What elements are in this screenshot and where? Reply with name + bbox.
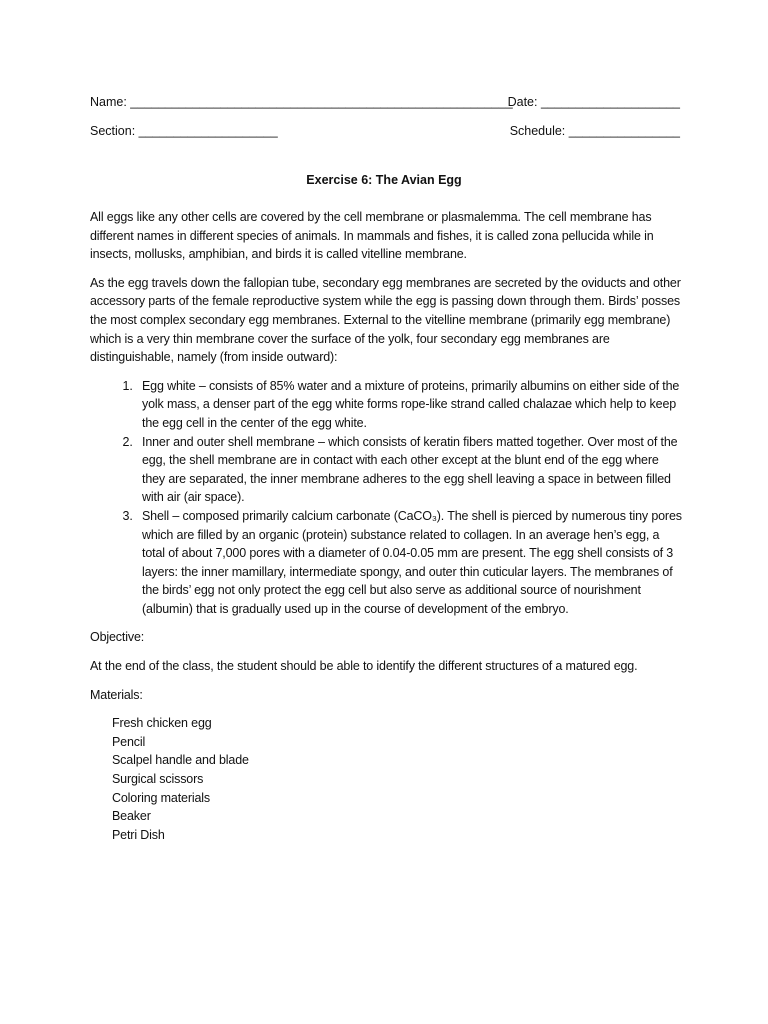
list-item: Pencil	[112, 734, 146, 749]
date-field: Date: ____________________	[507, 95, 680, 109]
objective-heading: Objective:	[90, 630, 145, 645]
name-field: Name: _______________________________________________________	[90, 95, 513, 109]
list-item: Surgical scissors	[112, 772, 204, 787]
list-item: 2. Inner and outer shell membrane – which consists of keratin fibers matted together. Over most of the egg, the shell membrane are in contact with each other except at the blunt end of the egg where they are separated, the inner membrane adheres to the egg shell leaving a space in between filled with air (air space).	[136, 433, 684, 507]
membranes-paragraph: As the egg travels down the fallopian tube, secondary egg membranes are secreted by the oviducts and other accessory parts of the female reproductive system while the egg is passing down through them. Birds’ posses the most complex secondary egg membranes. External to the vitelline membrane (primarily egg membrane) which is a very thin membrane cover the surface of the yolk, four secondary egg membranes are distinguishable, namely (from inside outward):	[90, 275, 681, 365]
document-body	[90, 208, 684, 844]
list-item: Petri Dish	[112, 827, 165, 842]
list-item: Scalpel handle and blade	[112, 753, 249, 768]
materials-heading: Materials:	[90, 687, 143, 702]
list-item: Beaker	[112, 809, 151, 824]
membrane-list	[90, 377, 684, 619]
objective-text: At the end of the class, the student should be able to identify the different structures of a matured egg.	[90, 659, 638, 674]
schedule-field: Schedule: ________________	[509, 124, 680, 138]
list-item: 3. Shell – composed primarily calcium carbonate (CaCO₃). The shell is pierced by numerous tiny pores which are filled by an organic (protein) substance related to collagen. In an average hen’s egg, a total of about 7,000 pores with a diameter of 0.04-0.05 mm are present. The egg shell consists of 3 layers: the inner mamillary, intermediate spongy, and outer thin cuticular layers. The membranes of the birds’ egg not only protect the egg cell but also serve as additional source of nourishment (albumin) that is gradually used up in the course of development of the embryo.	[136, 507, 684, 619]
intro-paragraph: All eggs like any other cells are covered by the cell membrane or plasmalemma. The cell membrane has different names in different species of animals. In mammals and fishes, it is called zona pellucida while in insects, mollusks, amphibian, and birds it is called vitelline membrane.	[90, 210, 654, 262]
materials-list	[112, 714, 684, 844]
exercise-title: Exercise 6: The Avian Egg	[306, 173, 462, 187]
section-field: Section: ____________________	[90, 124, 278, 138]
list-item: Fresh chicken egg	[112, 716, 212, 731]
list-item: Coloring materials	[112, 790, 211, 805]
list-item: 1. Egg white – consists of 85% water and a mixture of proteins, primarily albumins on either side of the yolk mass, a denser part of the egg white forms rope-like strand called chalazae which help to keep the egg cell in the center of the egg white.	[136, 377, 684, 433]
